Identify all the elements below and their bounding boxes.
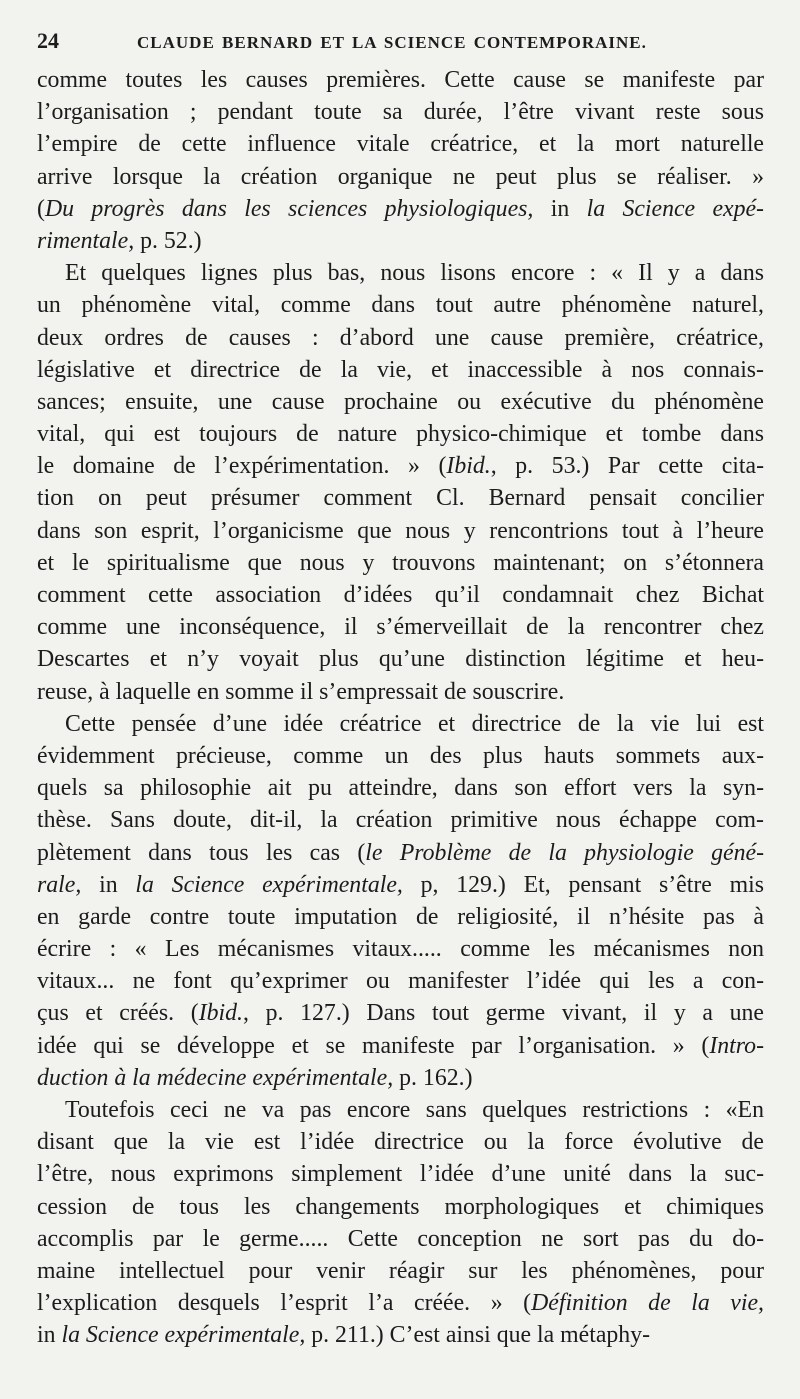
text-line: [37, 1319, 764, 1351]
text-segment: Cette pensée d’une idée créatrice et directrice de la vie lui est: [65, 710, 764, 737]
text-segment: tion on peut présumer comment Cl. Bernard pensait concilier: [37, 485, 764, 512]
italic-text: le Problème de la physiologie géné-: [365, 839, 764, 866]
text-line: [37, 257, 764, 289]
paragraph: [37, 1094, 764, 1352]
text-segment: p. 52.): [134, 227, 202, 254]
italic-text: Intro-: [709, 1032, 764, 1059]
text-segment: vital, qui est toujours de nature physico-chimique et tombe dans: [37, 421, 764, 448]
text-line: [37, 997, 764, 1029]
text-line: [37, 1223, 764, 1255]
text-segment: cession de tous les changements morphologiques et chimiques: [37, 1193, 764, 1220]
text-segment: écrire : « Les mécanismes vitaux..... comme les mécanismes non: [37, 936, 764, 963]
text-segment: , p. 127.) Dans tout germe vivant, il y a une: [242, 1000, 764, 1027]
text-line: [37, 161, 764, 193]
text-line: [37, 1126, 764, 1158]
page-header: [37, 28, 764, 64]
text-line: [37, 1191, 764, 1223]
text-line: [37, 515, 764, 547]
text-segment: reuse, à laquelle en somme il s’empressait de souscrire.: [37, 678, 565, 705]
text-segment: un phénomène vital, comme dans tout autre phénomène naturel,: [37, 292, 764, 319]
text-line: [37, 740, 764, 772]
italic-text: duction à la médecine expérimentale,: [37, 1064, 394, 1091]
text-segment: in: [37, 1322, 62, 1349]
text-line: [37, 450, 764, 482]
text-line: [37, 1287, 764, 1319]
text-segment: Et quelques lignes plus bas, nous lisons encore : « Il y a dans: [65, 260, 764, 287]
italic-text: Ibid.: [198, 1000, 243, 1027]
italic-text: la Science expé-: [586, 195, 764, 222]
text-line: [37, 965, 764, 997]
text-segment: le domaine de l’expérimentation. » (: [37, 453, 447, 480]
text-segment: p. 162.): [393, 1064, 473, 1091]
text-line: [37, 225, 764, 257]
italic-text: la Science expérimentale,: [61, 1322, 306, 1349]
text-segment: l’empire de cette influence vitale créatrice, et la mort naturelle: [37, 131, 764, 158]
text-segment: en garde contre toute imputation de religiosité, il n’hésite pas à: [37, 903, 764, 930]
text-line: [37, 96, 764, 128]
page-number: 24: [37, 28, 59, 53]
text-segment: plètement dans tous les cas (: [37, 839, 366, 866]
text-segment: accomplis par le germe..... Cette conception ne sort pas du do-: [37, 1225, 764, 1252]
paragraph: [37, 64, 764, 257]
italic-text: Définition de la vie,: [531, 1290, 764, 1317]
text-line: [37, 579, 764, 611]
text-line: [37, 128, 764, 160]
paragraph: [37, 257, 764, 708]
text-line: [37, 1158, 764, 1190]
text-line: [37, 804, 764, 836]
text-line: [37, 643, 764, 675]
running-title: CLAUDE BERNARD ET LA SCIENCE CONTEMPORAINE.: [137, 33, 647, 52]
text-segment: l’explication desquels l’esprit l’a créée. » (: [37, 1290, 532, 1317]
text-segment: p, 129.) Et, pensant s’être mis: [402, 871, 764, 898]
text-segment: dans son esprit, l’organicisme que nous y rencontrions tout à l’heure: [37, 517, 764, 544]
text-segment: çus et créés. (: [37, 1000, 199, 1027]
text-segment: sances; ensuite, une cause prochaine ou exécutive du phénomène: [37, 388, 764, 415]
text-line: [37, 933, 764, 965]
text-line: [37, 418, 764, 450]
text-segment: comme toutes les causes premières. Cette cause se manifeste par: [37, 67, 764, 93]
text-segment: in: [81, 871, 136, 898]
paragraph: [37, 708, 764, 1094]
italic-text: rimentale,: [37, 227, 135, 254]
text-segment: vitaux... ne font qu’exprimer ou manifester l’idée qui les a con-: [37, 968, 764, 995]
body-text: [37, 64, 764, 1352]
text-line: [37, 837, 764, 869]
italic-text: rale,: [37, 871, 82, 898]
text-segment: l’organisation ; pendant toute sa durée, l’être vivant reste sous: [37, 99, 764, 126]
text-line: [37, 1030, 764, 1062]
text-segment: quels sa philosophie ait pu atteindre, dans son effort vers la syn-: [37, 775, 764, 802]
text-segment: Toutefois ceci ne va pas encore sans quelques restrictions : «En: [65, 1097, 764, 1123]
text-line: [37, 289, 764, 321]
text-segment: évidemment précieuse, comme un des plus hauts sommets aux-: [37, 742, 764, 769]
italic-text: Ibid.: [446, 453, 491, 480]
text-segment: comment cette association d’idées qu’il condamnait chez Bichat: [37, 582, 764, 608]
text-line: [37, 901, 764, 933]
text-segment: p. 211.) C’est ainsi que la métaphy-: [305, 1322, 651, 1349]
text-segment: arrive lorsque la création organique ne peut plus se réaliser. »: [37, 163, 764, 190]
text-line: [37, 1062, 764, 1094]
italic-text: la Science expérimentale,: [135, 871, 403, 898]
text-line: [37, 708, 764, 740]
text-segment: (: [37, 195, 45, 222]
text-segment: disant que la vie est l’idée directrice ou la force évolutive de: [37, 1129, 764, 1156]
text-line: [37, 482, 764, 514]
text-segment: Descartes et n’y voyait plus qu’une distinction légitime et heu-: [37, 646, 764, 673]
text-line: [37, 354, 764, 386]
text-line: [37, 322, 764, 354]
text-line: [37, 64, 764, 96]
text-segment: législative et directrice de la vie, et inaccessible à nos connais-: [37, 356, 764, 383]
text-line: [37, 869, 764, 901]
text-line: [37, 611, 764, 643]
text-line: [37, 386, 764, 418]
italic-text: Du progrès dans les sciences physiologiques,: [44, 195, 534, 222]
text-line: [37, 1094, 764, 1126]
text-segment: thèse. Sans doute, dit-il, la création primitive nous échappe com-: [37, 807, 764, 834]
text-segment: idée qui se développe et se manifeste par l’organisation. » (: [37, 1032, 710, 1059]
text-segment: comme une inconséquence, il s’émerveillait de la rencontrer chez: [37, 614, 764, 641]
text-segment: l’être, nous exprimons simplement l’idée d’une unité dans la suc-: [37, 1161, 764, 1188]
text-line: [37, 676, 764, 708]
text-line: [37, 1255, 764, 1287]
text-line: [37, 547, 764, 579]
text-line: [37, 772, 764, 804]
text-segment: deux ordres de causes : d’abord une cause première, créatrice,: [37, 324, 764, 351]
text-segment: in: [533, 195, 587, 222]
text-segment: , p. 53.) Par cette cita-: [490, 453, 764, 480]
text-segment: maine intellectuel pour venir réagir sur les phénomènes, pour: [37, 1257, 764, 1284]
text-line: [37, 193, 764, 225]
text-segment: et le spiritualisme que nous y trouvons maintenant; on s’étonnera: [37, 549, 764, 576]
